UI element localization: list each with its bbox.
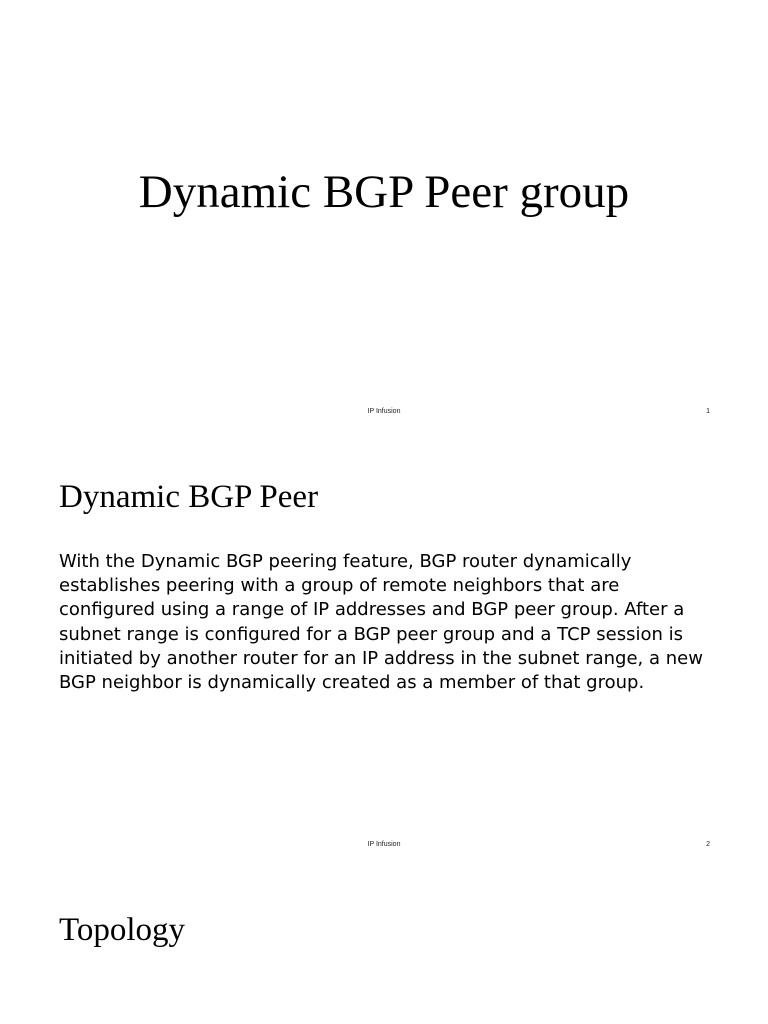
slide-2-page-number: 2	[706, 841, 710, 848]
body-line: establishes peering with a group of remote neighbors that are	[59, 575, 620, 597]
slide-2-title: Dynamic BGP Peer	[59, 479, 319, 515]
body-line: initiated by another router for an IP address in the subnet range, a new	[59, 647, 703, 669]
body-line: configured using a range of IP addresses and BGP peer group. After a	[59, 599, 685, 621]
body-line: BGP neighbor is dynamically created as a member of that group.	[59, 672, 645, 694]
slide-2-footer: IP Infusion	[367, 841, 401, 848]
slide-1-footer: IP Infusion	[367, 408, 401, 415]
slide-2-body	[59, 550, 719, 695]
slide-3-title: Topology	[59, 912, 186, 948]
slide-1-title: Dynamic BGP Peer group	[138, 166, 630, 218]
slide-1-page-number: 1	[706, 408, 710, 415]
body-line: With the Dynamic BGP peering feature, BGP router dynamically	[59, 551, 632, 572]
body-line: subnet range is configured for a BGP peer group and a TCP session is	[59, 623, 683, 645]
